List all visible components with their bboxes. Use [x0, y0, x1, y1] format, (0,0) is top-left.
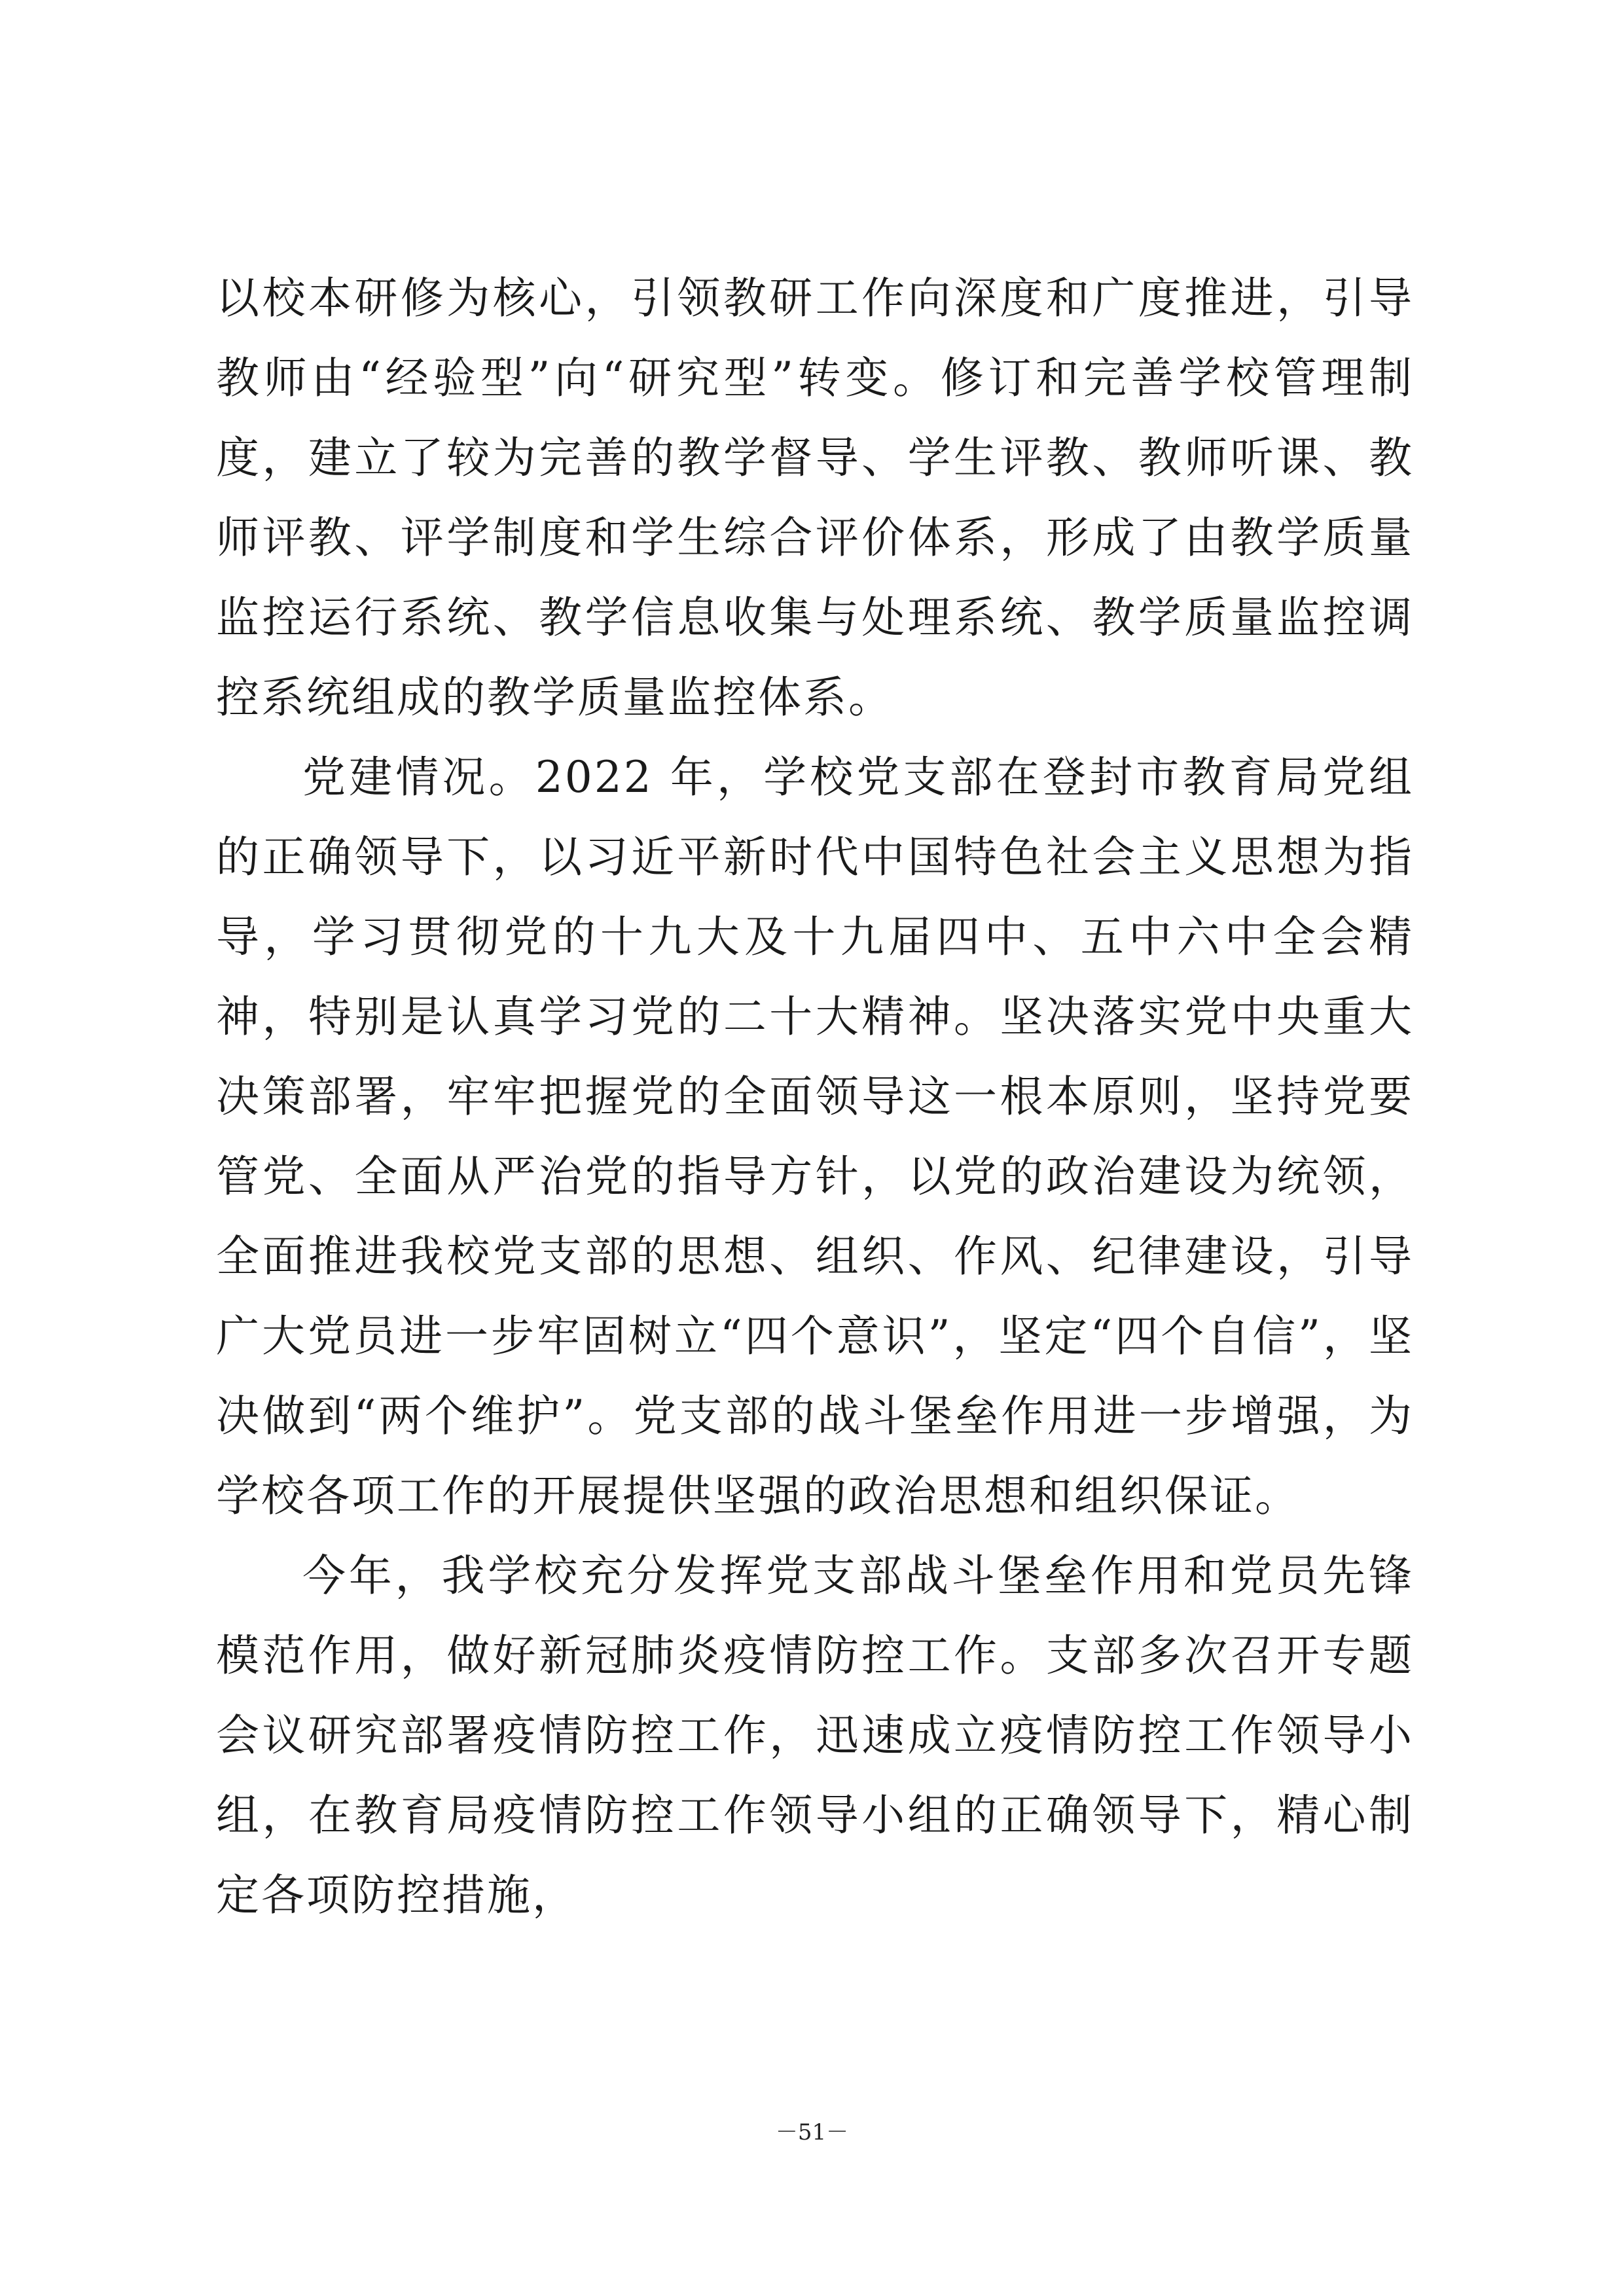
page-number: －51－ [775, 2119, 849, 2145]
paragraph-party-building: 党建情况。2022 年，学校党支部在登封市教育局党组的正确领导下，以习近平新时代中国特色社会主义思想为指导，学习贯彻党的十九大及十九届四中、五中六中全会精神，特别是认真学习党的二十大精神。坚决落实党中央重大决策部署，牢牢把握党的全面领导这一根本原则，坚持党要管党、全面从严治党的指导方针，以党的政治建设为统领，全面推进我校党支部的思想、组织、作风、纪律建设，引导广大党员进一步牢固树立“四个意识”，坚定“四个自信”，坚决做到“两个维护”。党支部的战斗堡垒作用进一步增强，为学校各项工作的开展提供坚强的政治思想和组织保证。 [216, 752, 1414, 1521]
document-page [216, 259, 1414, 2026]
paragraph-epidemic-prevention: 今年，我学校充分发挥党支部战斗堡垒作用和党员先锋模范作用，做好新冠肺炎疫情防控工作。支部多次召开专题会议研究部署疫情防控工作，迅速成立疫情防控工作领导小组，在教育局疫情防控工作领导小组的正确领导下，精心制定各项防控措施， [216, 1551, 1414, 1920]
paragraph-teaching-management: 以校本研修为核心，引领教研工作向深度和广度推进，引导教师由“经验型”向“研究型”转变。修订和完善学校管理制度，建立了较为完善的教学督导、学生评教、教师听课、教师评教、评学制度和学生综合评价体系，形成了由教学质量监控运行系统、教学信息收集与处理系统、教学质量监控调控系统组成的教学质量监控体系。 [216, 273, 1414, 723]
